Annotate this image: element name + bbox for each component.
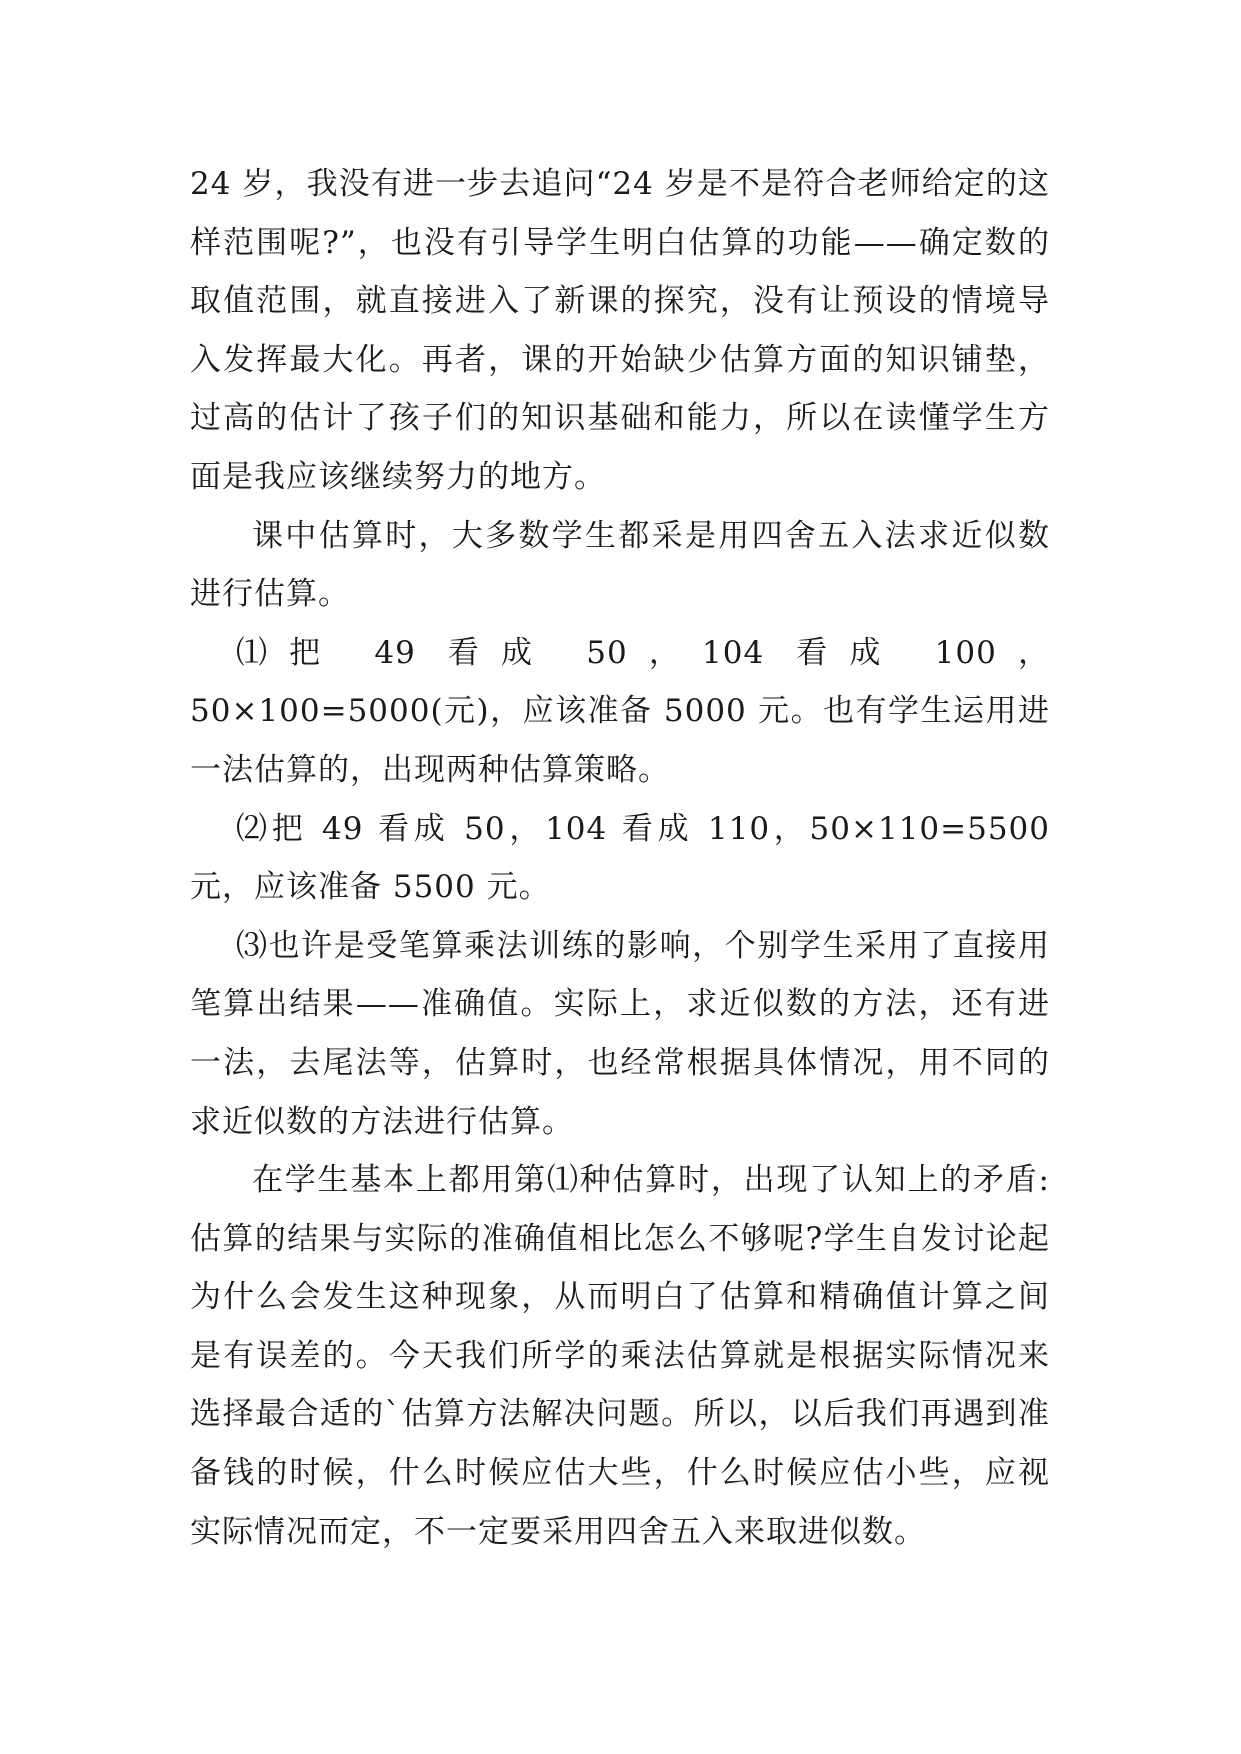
paragraph-strategy-1: ⑴把 49 看成 50，104 看成 100，50×100=5000(元)，应该准备 5000 元。也有学生运用进一法估算的，出现两种估算策略。 (190, 634, 1050, 788)
paragraph-continuation: 24 岁，我没有进一步去追问“24 岁是不是符合老师给定的这样范围呢?”，也没有引导学生明白估算的功能——确定数的取值范围，就直接进入了新课的探究，没有让预设的情境导入发挥最大化。再者，课的开始缺少估算方面的知识铺垫，过高的估计了孩子们的知识基础和能力，所以在读懂学生方面是我应该继续努力的地方。 (190, 166, 1050, 495)
document-page (190, 155, 1050, 1561)
paragraph-conclusion: 在学生基本上都用第⑴种估算时，出现了认知上的矛盾:估算的结果与实际的准确值相比怎么不够呢?学生自发讨论起为什么会发生这种现象，从而明白了估算和精确值计算之间是有误差的。今天我们所学的乘法估算就是根据实际情况来选择最合适的`估算方法解决问题。所以，以后我们再遇到准备钱的时候，什么时候应估大些，什么时候应估小些，应视实际情况而定，不一定要采用四舍五入来取进似数。 (190, 1162, 1050, 1550)
paragraph-strategy-2: ⑵把 49 看成 50，104 看成 110，50×110=5500 元，应该准备 5500 元。 (190, 810, 1050, 906)
paragraph-estimation-method: 课中估算时，大多数学生都采是用四舍五入法求近似数进行估算。 (190, 517, 1050, 613)
paragraph-strategy-3: ⑶也许是受笔算乘法训练的影响，个别学生采用了直接用笔算出结果——准确值。实际上，求近似数的方法，还有进一法，去尾法等，估算时，也经常根据具体情况，用不同的求近似数的方法进行估算。 (190, 927, 1050, 1140)
